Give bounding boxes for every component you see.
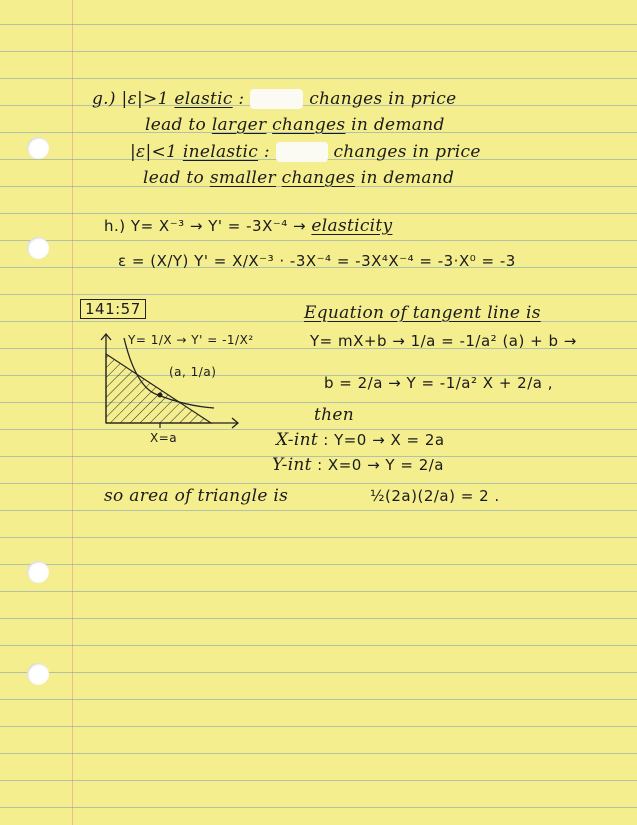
tangent-point <box>158 393 163 398</box>
part-g-line-4 <box>143 168 454 188</box>
in-demand-text: in demand <box>351 115 445 135</box>
x-int-equation: : Y=0 → X = 2a <box>323 431 445 449</box>
curve-equation: Y= 1/X → Y' = -1/X² <box>128 333 254 347</box>
derivative-equation: Y= X⁻³ → Y' = -3X⁻⁴ → <box>130 217 307 235</box>
erased-word <box>276 142 328 162</box>
elastic-term: elastic <box>174 89 233 109</box>
in-demand-text: in demand <box>360 168 455 188</box>
lead-to-text: lead to <box>145 115 207 135</box>
elasticity-equation: ε = (X/Y) Y' = X/X⁻³ · -3X⁻⁴ = -3X⁴X⁻⁴ = -3·X⁰ = -3 <box>118 252 516 270</box>
triangle-graph <box>96 328 246 438</box>
inelastic-term: inelastic <box>182 142 259 162</box>
x-int-label: X-int <box>276 430 318 450</box>
y-intercept-line <box>272 455 444 475</box>
price-changes-text: changes in price <box>309 89 457 109</box>
punch-hole <box>27 663 49 685</box>
smaller-word: smaller <box>209 168 276 188</box>
part-h-line-1 <box>104 216 392 236</box>
problem-label <box>80 300 146 318</box>
tangent-heading: Equation of tangent line is <box>304 303 541 323</box>
part-g-line-2 <box>145 115 445 135</box>
conclusion-text: so area of triangle is <box>104 486 289 506</box>
point-label: (a, 1/a) <box>169 365 217 379</box>
y-int-label: Y-int <box>272 455 312 475</box>
elasticity-word: elasticity <box>311 216 393 236</box>
tangent-equation: Y= mX+b → 1/a = -1/a² (a) + b → <box>310 332 577 350</box>
price-changes-text: changes in price <box>333 142 481 162</box>
problem-number: 141:57 <box>80 299 146 319</box>
b-equation: b = 2/a → Y = -1/a² X + 2/a , <box>324 374 553 392</box>
margin-line <box>72 0 73 825</box>
punch-hole <box>27 237 49 259</box>
changes-word: changes <box>281 168 355 188</box>
larger-word: larger <box>211 115 267 135</box>
erased-word <box>250 89 303 109</box>
x-equals-a-label: X=a <box>150 431 178 445</box>
part-g-label: g.) <box>92 89 116 109</box>
punch-hole <box>27 137 49 159</box>
punch-hole <box>27 561 49 583</box>
inelastic-condition: |ε|<1 <box>130 142 178 162</box>
colon: : <box>238 89 245 109</box>
part-h-label: h.) <box>104 217 126 235</box>
part-g-line-3 <box>130 142 481 162</box>
colon: : <box>263 142 270 162</box>
area-equation: ½(2a)(2/a) = 2 . <box>370 487 500 505</box>
elastic-condition: |ε|>1 <box>121 89 169 109</box>
y-int-equation: : X=0 → Y = 2/a <box>317 456 444 474</box>
changes-word: changes <box>272 115 346 135</box>
then-word: then <box>314 405 354 425</box>
x-intercept-line <box>276 430 445 450</box>
lead-to-text: lead to <box>143 168 205 188</box>
part-g-line-1 <box>92 89 456 109</box>
